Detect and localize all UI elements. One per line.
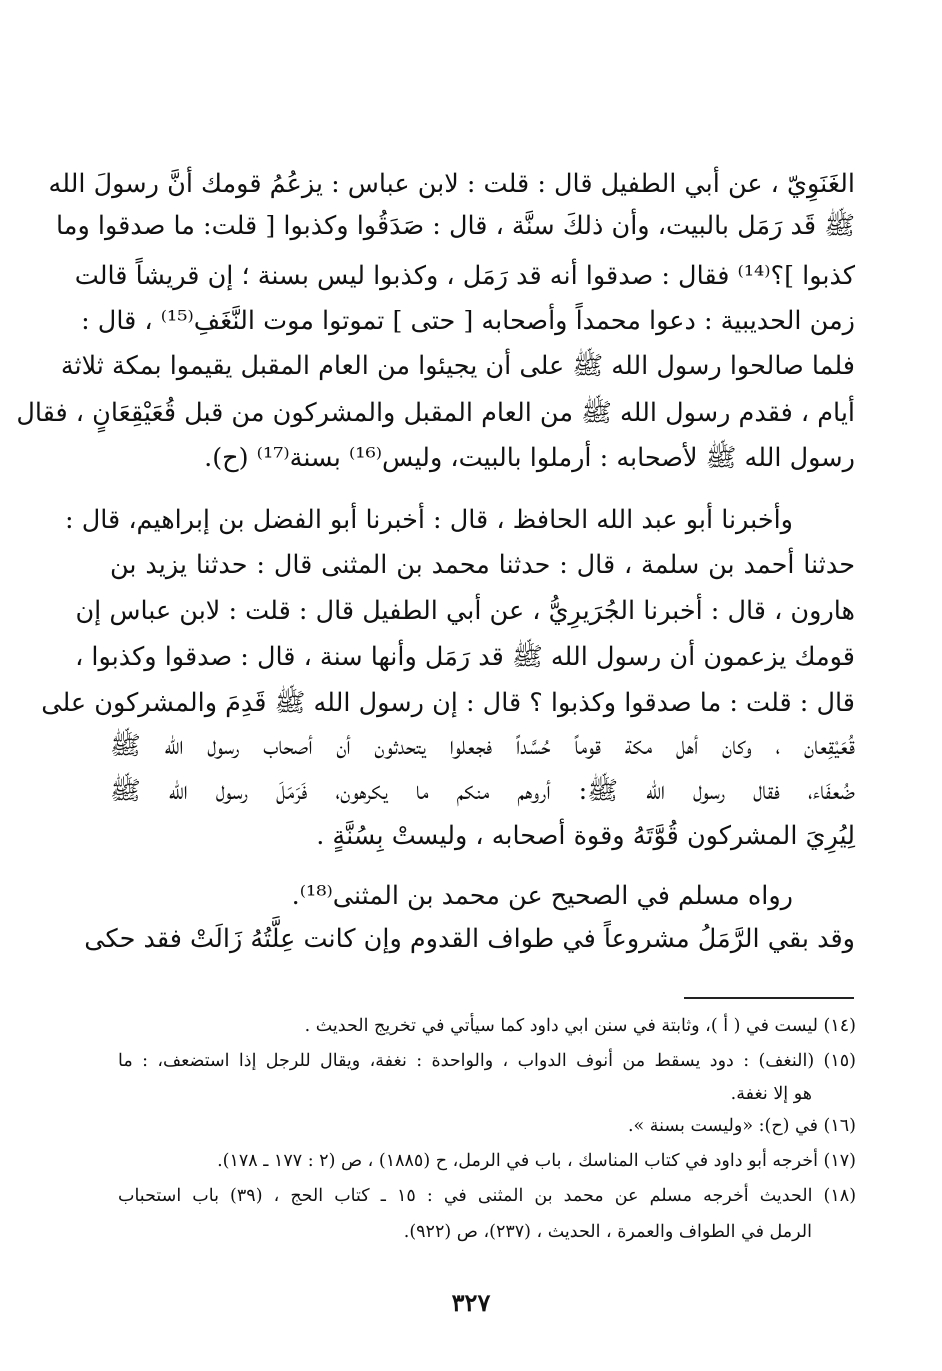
paragraph-2-line-4: قومك يزعمون أن رسول الله ﷺ قد رَمَل وأنها سنة ، قال : صدقوا وكذبوا ، [75,642,855,672]
paragraph-1-line-5: فلما صالحوا رسول الله ﷺ على أن يجيئوا من العام المقبل يقيموا بمكة ثلاثة [60,351,855,381]
page-number: ٣٢٧ [451,1288,491,1317]
footnote-separator [684,997,854,999]
paragraph-3-line-1: رواه مسلم في الصحيح عن محمد بن المثنى⁽¹⁸⁾. [291,881,793,911]
footnote-15-line-1: (١٥) (النغف) : دود يسقط من أنوف الدواب ، والواحدة : نغفة، ويقال للرجل إذا استضعف، : ما [118,1051,856,1071]
paragraph-2-line-1: وأخبرنا أبو عبد الله الحافظ ، قال : أخبرنا أبو الفضل بن إبراهيم، قال : [65,505,793,535]
paragraph-2-line-6: قُعَيْقِعان ، وكان أهل مكة قوماً حُسَّداً فجعلوا يتحدثون أن أصحاب رسول الله ﷺ [110,731,855,761]
paragraph-1-line-4: زمن الحديبية : دعوا محمداً وأصحابه [ حتى ] تموتوا موت النَّغَفِ⁽¹⁵⁾ ، قال : [81,306,855,336]
footnote-17: (١٧) أخرجه أبو داود في كتاب المناسك ، باب في الرمل، ح (١٨٨٥) ، ص (٢ : ١٧٧ ـ ١٧٨). [217,1151,856,1171]
footnote-15-line-2: هو إلا نغفة. [730,1084,812,1104]
paragraph-2-line-3: هارون ، قال : أخبرنا الجُرَيرِيُّ ، عن أبي الطفيل قال : قلت : لابن عباس إن [75,596,855,626]
footnote-18-line-1: (١٨) الحديث أخرجه مسلم عن محمد بن المثنى في : ١٥ ـ كتاب الحج ، (٣٩) باب استحباب [118,1186,857,1206]
paragraph-1-line-6: أيام ، فقدم رسول الله ﷺ من العام المقبل والمشركون من قبل قُعَيْقِعَانٍ ، فقال [16,398,855,428]
paragraph-1-line-1: الغَنَوِيّ ، عن أبي الطفيل قال : قلت : لابن عباس : يزعُمُ قومك أنَّ رسولَ الله [48,169,855,199]
paragraph-2-line-5: قال : قلت : ما صدقوا وكذبوا ؟ قال : إن رسول الله ﷺ قَدِمَ والمشركون على [41,688,855,718]
paragraph-2-line-2: حدثنا أحمد بن سلمة ، قال : حدثنا محمد بن المثنى قال : حدثنا يزيد بن [110,550,855,580]
footnote-16: (١٦) في (ح): «وليست بسنة ». [627,1116,856,1136]
footnote-18-line-2: الرمل في الطواف والعمرة ، الحديث ، (٢٣٧)، ص (٩٢٢). [403,1222,812,1242]
paragraph-1-line-7: رسول الله ﷺ لأصحابه : أرملوا بالبيت، وليس⁽¹⁶⁾ بسنة⁽¹⁷⁾ (ح). [204,443,855,473]
paragraph-3-line-2: وقد بقي الرَّمَلُ مشروعاً في طواف القدوم وإن كانت عِلَّتُهُ زَالَتْ فقد حكى [84,924,855,954]
main-text [16,0,855,1000]
paragraph-2-line-7: ضُعفَاء، فقال رسول الله ﷺ: أروهم منكم ما يكرهون، فَرَمَلَ رسول الله ﷺ [110,776,855,806]
paragraph-2-line-8: لِيُرِيَ المشركون قُوَّتَهُ وقوة أصحابه ، وليستْ بِسُنَّةٍ . [316,821,855,851]
paragraph-1-line-2: ﷺ قَد رَمَل بالبيت، وأن ذلكَ سنَّة ، قال : صَدَقُوا وكذبوا [ قلت: ما صدقوا وما [56,211,855,241]
paragraph-1-line-3: كذبوا ]؟⁽¹⁴⁾ فقال : صدقوا أنه قد رَمَل ، وكذبوا ليس بسنة ؛ إن قريشاً قالت [74,261,855,291]
footnote-14: (١٤) ليست في ( أ )، وثابتة في سنن ابي داود كما سيأتي في تخريج الحديث . [304,1016,856,1036]
